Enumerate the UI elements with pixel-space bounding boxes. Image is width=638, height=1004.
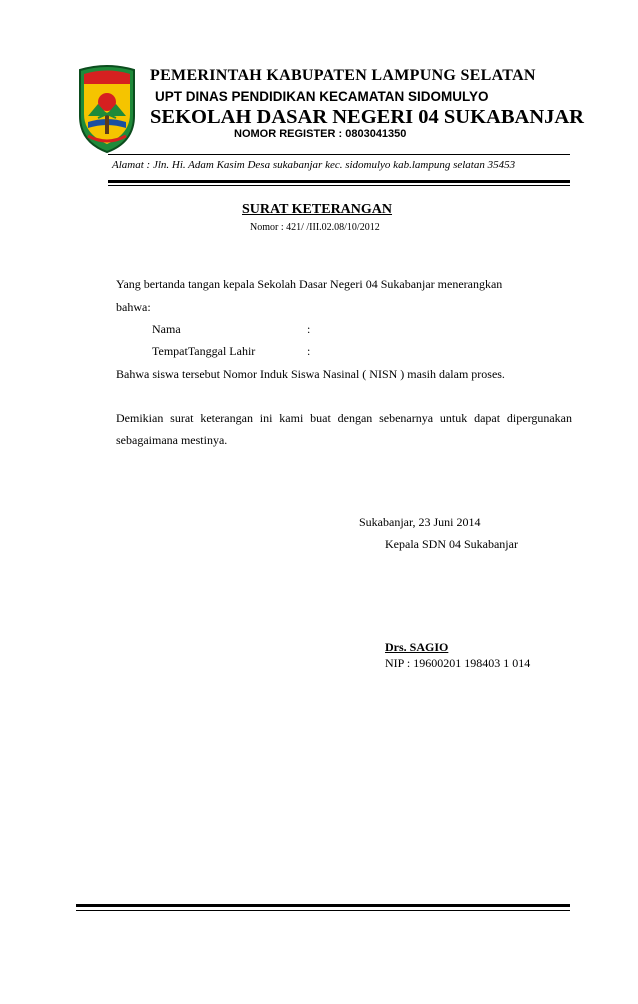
regency-emblem-logo [74,64,140,154]
school-name: SEKOLAH DASAR NEGERI 04 SUKABANJAR [150,106,584,128]
place-date: Sukabanjar, 23 Juni 2014 [359,515,481,529]
signer-name: Drs. SAGIO [385,640,449,654]
header-divider-under [108,185,570,186]
field-colon-birth: : [307,344,311,358]
field-colon-nama: : [307,322,311,336]
closing-line-1: Demikian surat keterangan ini kami buat dengan sebenarnya untuk dapat dipergunakan [116,411,572,425]
field-label-birth: TempatTanggal Lahir [152,344,256,358]
letter-title: SURAT KETERANGAN [242,202,393,217]
government-name: PEMERINTAH KABUPATEN LAMPUNG SELATAN [150,67,536,84]
intro-line-1: Yang bertanda tangan kepala Sekolah Dasar Negeri 04 Sukabanjar menerangkan [116,277,503,291]
footer-divider-thick [76,904,570,907]
office-name: UPT DINAS PENDIDIKAN KECAMATAN SIDOMULYO [155,89,489,104]
school-address: Alamat : Jln. Hi. Adam Kasim Desa sukabanjar kec. sidomulyo kab.lampung selatan 35453 [112,159,516,171]
signer-position: Kepala SDN 04 Sukabanjar [385,537,518,551]
field-label-nama: Nama [152,322,181,336]
nisn-statement: Bahwa siswa tersebut Nomor Induk Siswa Nasinal ( NISN ) masih dalam proses. [116,367,505,381]
header-divider-thin [108,154,570,155]
closing-line-2: sebagaimana mestinya. [116,433,228,447]
signer-nip: NIP : 19600201 198403 1 014 [385,656,531,670]
header-divider-thick [108,180,570,183]
intro-line-2: bahwa: [116,300,151,314]
footer-divider-thin [76,910,570,911]
register-number: NOMOR REGISTER : 0803041350 [234,128,407,140]
letter-number: Nomor : 421/ /III.02.08/10/2012 [250,222,380,233]
